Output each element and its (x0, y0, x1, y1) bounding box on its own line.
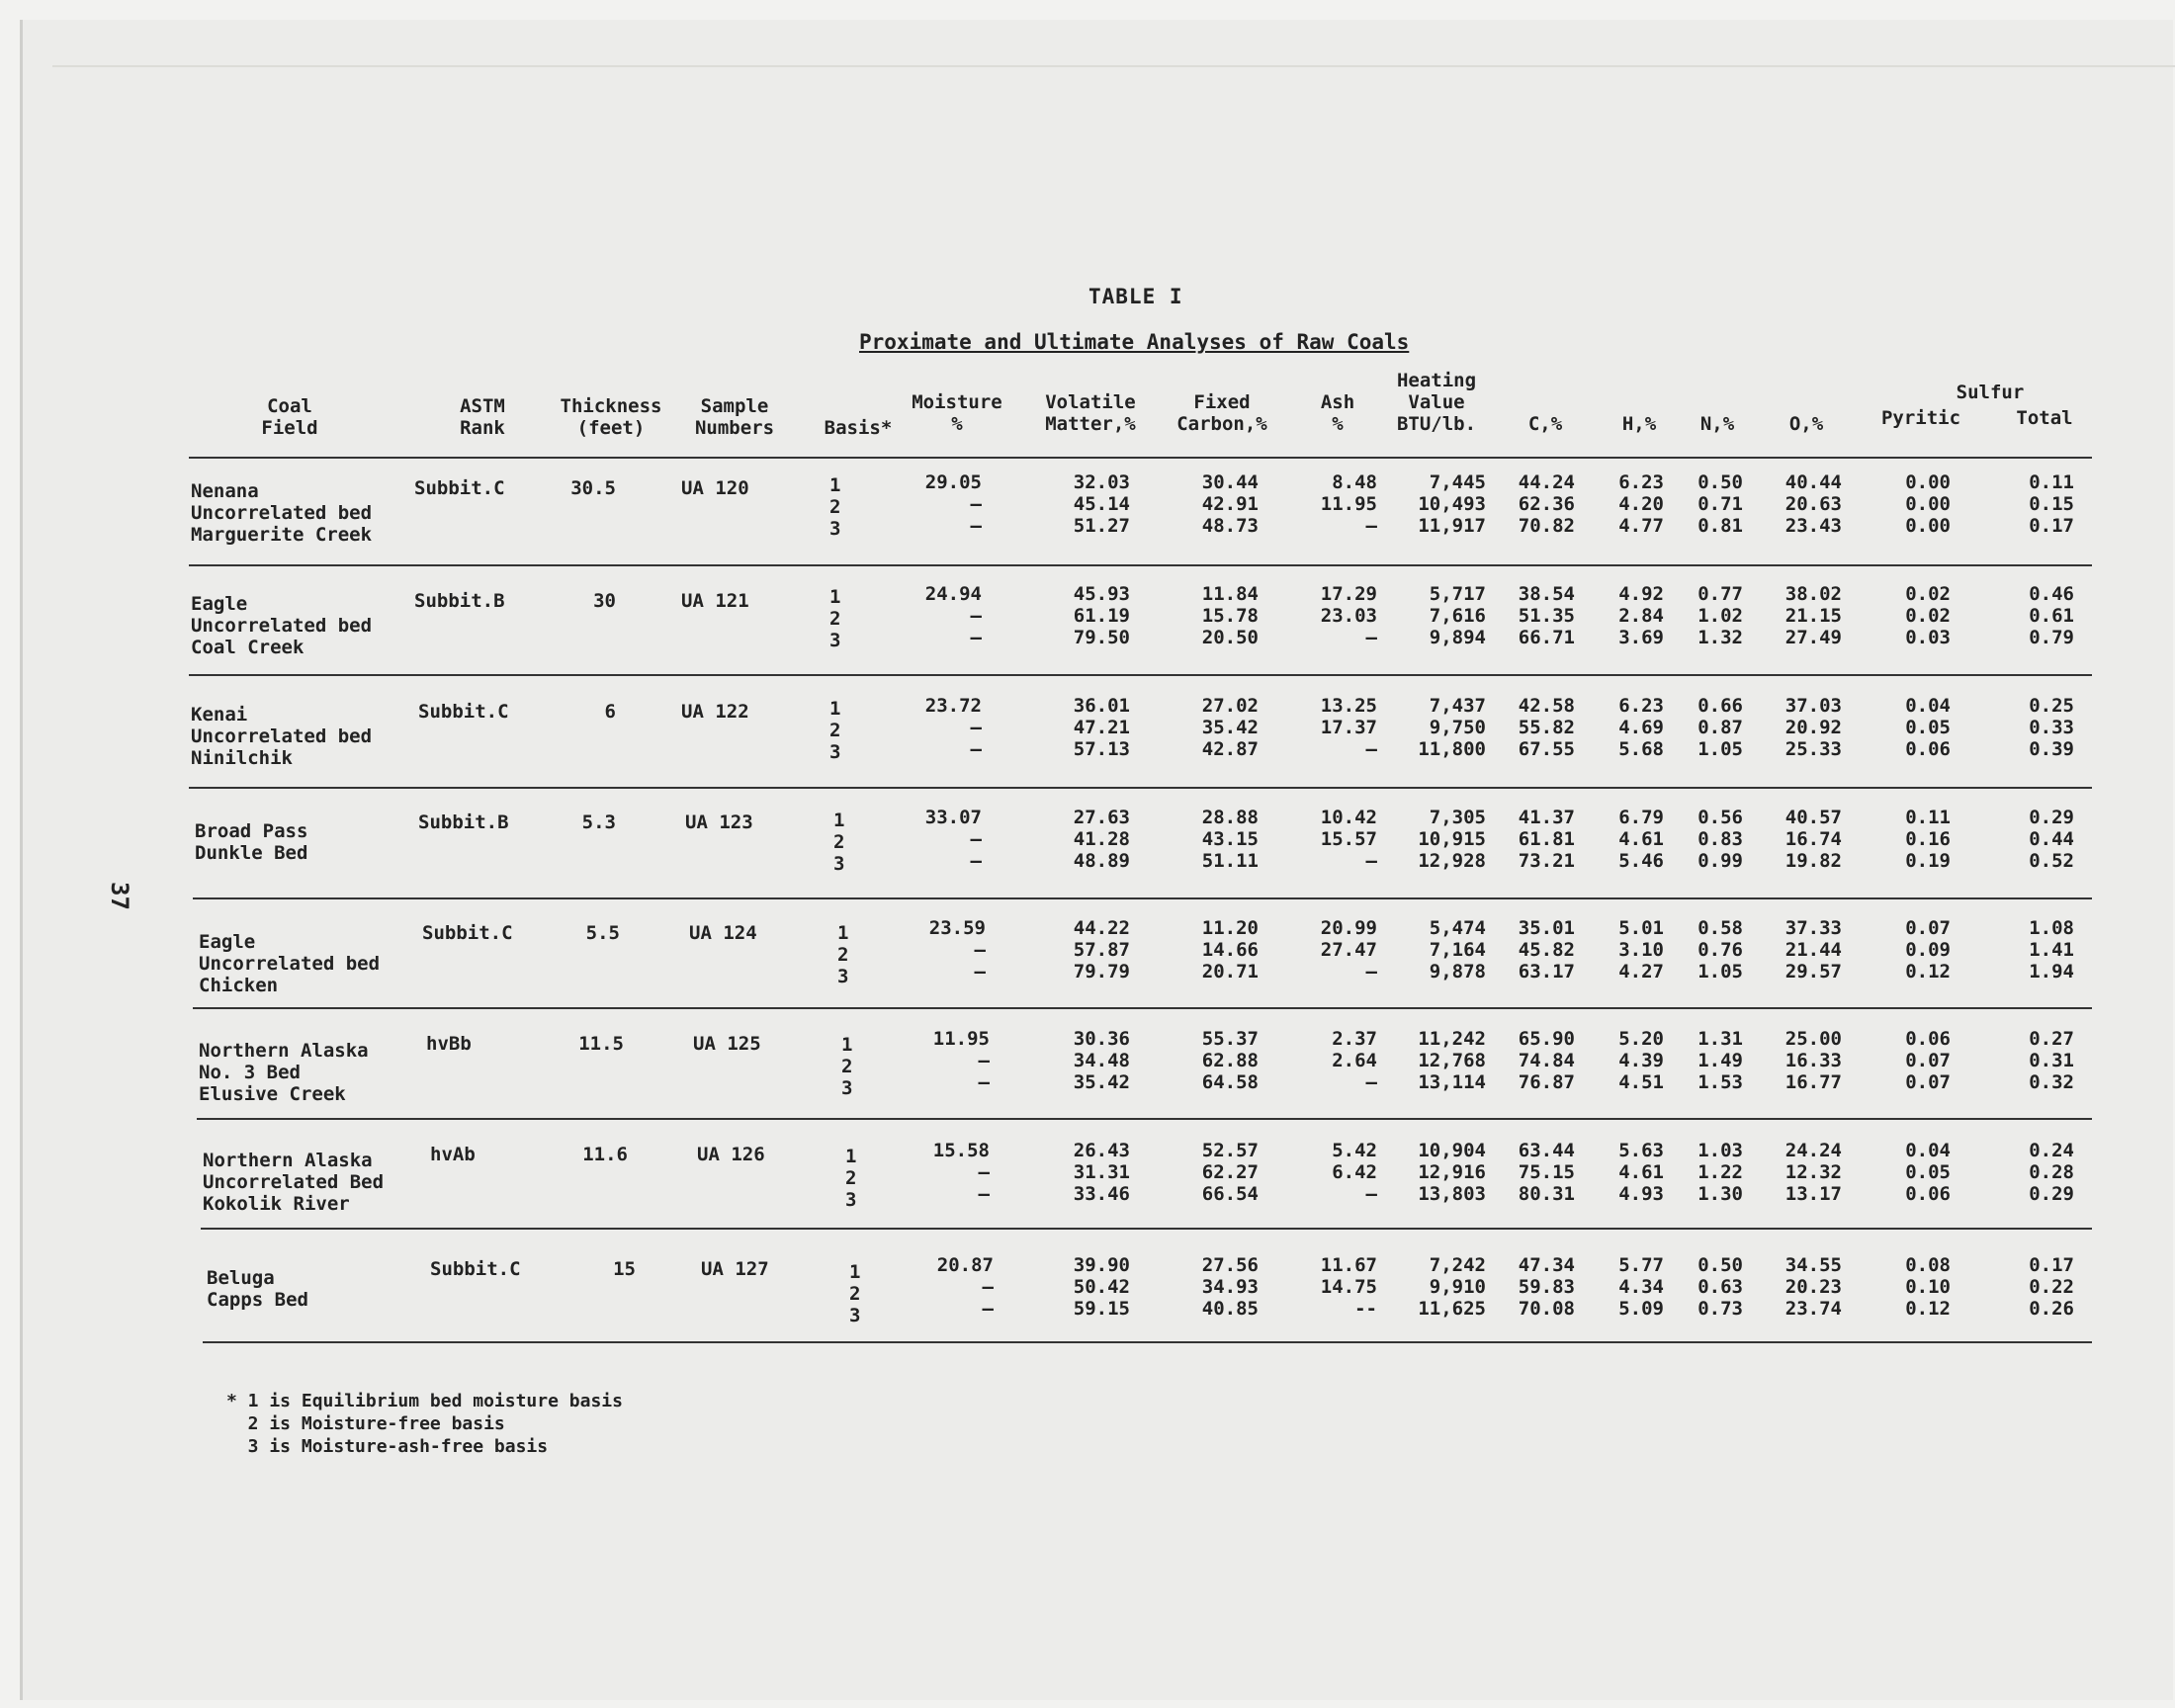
row-7-carbon: 47.34 59.83 70.08 (1518, 1254, 1575, 1320)
header-volatile-matter: Volatile Matter,% (1045, 391, 1136, 435)
table-rule (189, 674, 2092, 676)
row-4-moisture: 23.59 — — (928, 917, 986, 982)
row-3-ash: 10.42 15.57 — (1320, 807, 1377, 872)
row-6-moisture: 15.58 — — (932, 1140, 990, 1205)
row-1-hydrogen: 4.92 2.84 3.69 (1618, 583, 1664, 648)
row-4-fixed-carbon: 11.20 14.66 20.71 (1201, 917, 1259, 982)
row-5-basis: 1 2 3 (841, 1034, 853, 1099)
row-3-hydrogen: 6.79 4.61 5.46 (1618, 807, 1664, 872)
table-subtitle: Proximate and Ultimate Analyses of Raw Coals (859, 330, 1410, 354)
row-3-basis: 1 2 3 (833, 810, 845, 875)
row-0-thickness: 30.5 (570, 477, 616, 499)
row-1-basis: 1 2 3 (829, 586, 841, 651)
row-2-moisture: 23.72 — — (924, 695, 982, 760)
row-4-pyritic: 0.07 0.09 0.12 (1905, 917, 1951, 982)
row-1-ash: 17.29 23.03 — (1320, 583, 1377, 648)
row-5-total-sulfur: 0.27 0.31 0.32 (2029, 1028, 2074, 1093)
row-4-volatile-matter: 44.22 57.87 79.79 (1073, 917, 1130, 982)
header-astm-rank: ASTM Rank (460, 395, 505, 439)
row-0-ash: 8.48 11.95 — (1320, 471, 1377, 537)
table-rule (197, 1118, 2092, 1120)
row-1-pyritic: 0.02 0.02 0.03 (1905, 583, 1951, 648)
row-1-oxygen: 38.02 21.15 27.49 (1784, 583, 1842, 648)
row-7-total-sulfur: 0.17 0.22 0.26 (2029, 1254, 2074, 1320)
row-1-astm-rank: Subbit.B (414, 590, 505, 612)
row-2-coal-field: Kenai Uncorrelated bed Ninilchik (191, 704, 373, 769)
table-rule (193, 897, 2092, 899)
header-nitrogen: N,% (1699, 413, 1735, 435)
row-5-ash: 2.37 2.64 — (1332, 1028, 1377, 1093)
row-3-carbon: 41.37 61.81 73.21 (1518, 807, 1575, 872)
row-6-oxygen: 24.24 12.32 13.17 (1784, 1140, 1842, 1205)
row-4-oxygen: 37.33 21.44 29.57 (1784, 917, 1842, 982)
row-4-nitrogen: 0.58 0.76 1.05 (1697, 917, 1743, 982)
table-rule (201, 1228, 2092, 1230)
page-number: 37 (106, 882, 133, 910)
row-5-nitrogen: 1.31 1.49 1.53 (1697, 1028, 1743, 1093)
row-2-pyritic: 0.04 0.05 0.06 (1905, 695, 1951, 760)
row-1-heating-value: 5,717 7,616 9,894 (1429, 583, 1486, 648)
row-0-moisture: 29.05 — — (924, 471, 982, 537)
row-6-ash: 5.42 6.42 — (1332, 1140, 1377, 1205)
row-0-nitrogen: 0.50 0.71 0.81 (1697, 471, 1743, 537)
row-5-astm-rank: hvBb (426, 1033, 472, 1055)
row-4-astm-rank: Subbit.C (422, 922, 513, 944)
row-2-sample: UA 122 (681, 701, 749, 723)
row-7-nitrogen: 0.50 0.63 0.73 (1697, 1254, 1743, 1320)
header-fixed-carbon: Fixed Carbon,% (1176, 391, 1267, 435)
row-3-heating-value: 7,305 10,915 12,928 (1418, 807, 1486, 872)
row-6-fixed-carbon: 52.57 62.27 66.54 (1201, 1140, 1259, 1205)
scan-artifact-line (52, 65, 2175, 67)
row-5-sample: UA 125 (693, 1033, 761, 1055)
row-2-basis: 1 2 3 (829, 698, 841, 763)
row-6-total-sulfur: 0.24 0.28 0.29 (2029, 1140, 2074, 1205)
row-2-fixed-carbon: 27.02 35.42 42.87 (1201, 695, 1259, 760)
row-7-coal-field: Beluga Capps Bed (207, 1267, 308, 1311)
row-3-coal-field: Broad Pass Dunkle Bed (195, 820, 308, 864)
table-rule (193, 1007, 2092, 1009)
row-0-volatile-matter: 32.03 45.14 51.27 (1073, 471, 1130, 537)
header-ash: Ash % (1320, 391, 1355, 435)
row-6-pyritic: 0.04 0.05 0.06 (1905, 1140, 1951, 1205)
row-2-carbon: 42.58 55.82 67.55 (1518, 695, 1575, 760)
row-7-thickness: 15 (613, 1258, 636, 1280)
header-thickness: Thickness (feet) (560, 395, 662, 439)
row-0-basis: 1 2 3 (829, 474, 841, 540)
header-pyritic: Pyritic (1880, 407, 1961, 429)
row-7-pyritic: 0.08 0.10 0.12 (1905, 1254, 1951, 1320)
row-6-volatile-matter: 26.43 31.31 33.46 (1073, 1140, 1130, 1205)
row-1-nitrogen: 0.77 1.02 1.32 (1697, 583, 1743, 648)
row-5-moisture: 11.95 — — (932, 1028, 990, 1093)
row-3-sample: UA 123 (685, 811, 753, 833)
row-5-oxygen: 25.00 16.33 16.77 (1784, 1028, 1842, 1093)
row-3-total-sulfur: 0.29 0.44 0.52 (2029, 807, 2074, 872)
row-6-hydrogen: 5.63 4.61 4.93 (1618, 1140, 1664, 1205)
row-7-sample: UA 127 (701, 1258, 769, 1280)
row-5-coal-field: Northern Alaska No. 3 Bed Elusive Creek (199, 1040, 369, 1105)
row-3-nitrogen: 0.56 0.83 0.99 (1697, 807, 1743, 872)
row-5-pyritic: 0.06 0.07 0.07 (1905, 1028, 1951, 1093)
row-4-carbon: 35.01 45.82 63.17 (1518, 917, 1575, 982)
row-6-sample: UA 126 (697, 1144, 765, 1165)
row-7-astm-rank: Subbit.C (430, 1258, 521, 1280)
row-7-fixed-carbon: 27.56 34.93 40.85 (1201, 1254, 1259, 1320)
row-6-thickness: 11.6 (582, 1144, 628, 1165)
footnotes: * 1 is Equilibrium bed moisture basis 2 is Moisture-free basis 3 is Moisture-ash-free basis (226, 1391, 623, 1457)
row-7-basis: 1 2 3 (849, 1261, 861, 1326)
row-2-heating-value: 7,437 9,750 11,800 (1418, 695, 1486, 760)
row-6-heating-value: 10,904 12,916 13,803 (1418, 1140, 1486, 1205)
row-3-volatile-matter: 27.63 41.28 48.89 (1073, 807, 1130, 872)
header-total: Total (2016, 407, 2073, 429)
row-6-astm-rank: hvAb (430, 1144, 476, 1165)
row-4-hydrogen: 5.01 3.10 4.27 (1618, 917, 1664, 982)
row-2-hydrogen: 6.23 4.69 5.68 (1618, 695, 1664, 760)
table-rule (189, 787, 2092, 789)
row-2-volatile-matter: 36.01 47.21 57.13 (1073, 695, 1130, 760)
header-sample-numbers: Sample Numbers (694, 395, 775, 439)
header-hydrogen: H,% (1621, 413, 1657, 435)
row-2-nitrogen: 0.66 0.87 1.05 (1697, 695, 1743, 760)
header-heating-value: Heating Value BTU/lb. (1396, 370, 1477, 435)
header-carbon: C,% (1527, 413, 1563, 435)
row-0-heating-value: 7,445 10,493 11,917 (1418, 471, 1486, 537)
row-0-pyritic: 0.00 0.00 0.00 (1905, 471, 1951, 537)
row-0-sample: UA 120 (681, 477, 749, 499)
row-5-heating-value: 11,242 12,768 13,114 (1418, 1028, 1486, 1093)
row-2-oxygen: 37.03 20.92 25.33 (1784, 695, 1842, 760)
row-7-oxygen: 34.55 20.23 23.74 (1784, 1254, 1842, 1320)
row-3-fixed-carbon: 28.88 43.15 51.11 (1201, 807, 1259, 872)
row-4-coal-field: Eagle Uncorrelated bed Chicken (199, 931, 381, 996)
table-rule (189, 457, 2092, 459)
row-3-pyritic: 0.11 0.16 0.19 (1905, 807, 1951, 872)
row-5-thickness: 11.5 (578, 1033, 624, 1055)
row-7-ash: 11.67 14.75 -- (1320, 1254, 1377, 1320)
row-7-volatile-matter: 39.90 50.42 59.15 (1073, 1254, 1130, 1320)
row-2-astm-rank: Subbit.C (418, 701, 509, 723)
table-title: TABLE I (1088, 285, 1183, 308)
row-1-moisture: 24.94 — — (924, 583, 982, 648)
row-4-ash: 20.99 27.47 — (1320, 917, 1377, 982)
header-sulfur: Sulfur (1956, 382, 2025, 403)
row-0-carbon: 44.24 62.36 70.82 (1518, 471, 1575, 537)
header-coal-field: Coal Field (261, 395, 318, 439)
row-1-total-sulfur: 0.46 0.61 0.79 (2029, 583, 2074, 648)
row-0-coal-field: Nenana Uncorrelated bed Marguerite Creek (191, 480, 373, 546)
row-2-total-sulfur: 0.25 0.33 0.39 (2029, 695, 2074, 760)
row-4-total-sulfur: 1.08 1.41 1.94 (2029, 917, 2074, 982)
header-moisture: Moisture % (912, 391, 1002, 435)
header-basis: Basis* (824, 417, 893, 439)
row-6-basis: 1 2 3 (845, 1146, 857, 1211)
row-6-coal-field: Northern Alaska Uncorrelated Bed Kokolik River (203, 1150, 385, 1215)
row-0-fixed-carbon: 30.44 42.91 48.73 (1201, 471, 1259, 537)
row-1-volatile-matter: 45.93 61.19 79.50 (1073, 583, 1130, 648)
row-6-nitrogen: 1.03 1.22 1.30 (1697, 1140, 1743, 1205)
row-1-thickness: 30 (593, 590, 616, 612)
row-4-sample: UA 124 (689, 922, 757, 944)
row-1-carbon: 38.54 51.35 66.71 (1518, 583, 1575, 648)
row-5-hydrogen: 5.20 4.39 4.51 (1618, 1028, 1664, 1093)
row-7-hydrogen: 5.77 4.34 5.09 (1618, 1254, 1664, 1320)
row-7-moisture: 20.87 — — (936, 1254, 994, 1320)
row-5-fixed-carbon: 55.37 62.88 64.58 (1201, 1028, 1259, 1093)
row-3-moisture: 33.07 — — (924, 807, 982, 872)
row-0-total-sulfur: 0.11 0.15 0.17 (2029, 471, 2074, 537)
row-0-oxygen: 40.44 20.63 23.43 (1784, 471, 1842, 537)
row-3-astm-rank: Subbit.B (418, 811, 509, 833)
row-3-oxygen: 40.57 16.74 19.82 (1784, 807, 1842, 872)
row-4-basis: 1 2 3 (837, 922, 849, 987)
row-6-carbon: 63.44 75.15 80.31 (1518, 1140, 1575, 1205)
table-rule (203, 1341, 2092, 1343)
row-0-astm-rank: Subbit.C (414, 477, 505, 499)
row-2-thickness: 6 (604, 701, 616, 723)
row-4-heating-value: 5,474 7,164 9,878 (1429, 917, 1486, 982)
row-7-heating-value: 7,242 9,910 11,625 (1418, 1254, 1486, 1320)
row-2-ash: 13.25 17.37 — (1320, 695, 1377, 760)
row-4-thickness: 5.5 (585, 922, 620, 944)
row-1-coal-field: Eagle Uncorrelated bed Coal Creek (191, 593, 373, 658)
header-oxygen: O,% (1788, 413, 1824, 435)
table-rule (189, 564, 2092, 566)
row-5-carbon: 65.90 74.84 76.87 (1518, 1028, 1575, 1093)
row-1-fixed-carbon: 11.84 15.78 20.50 (1201, 583, 1259, 648)
row-0-hydrogen: 6.23 4.20 4.77 (1618, 471, 1664, 537)
row-5-volatile-matter: 30.36 34.48 35.42 (1073, 1028, 1130, 1093)
document-page (20, 20, 2173, 1700)
row-1-sample: UA 121 (681, 590, 749, 612)
row-3-thickness: 5.3 (581, 811, 616, 833)
